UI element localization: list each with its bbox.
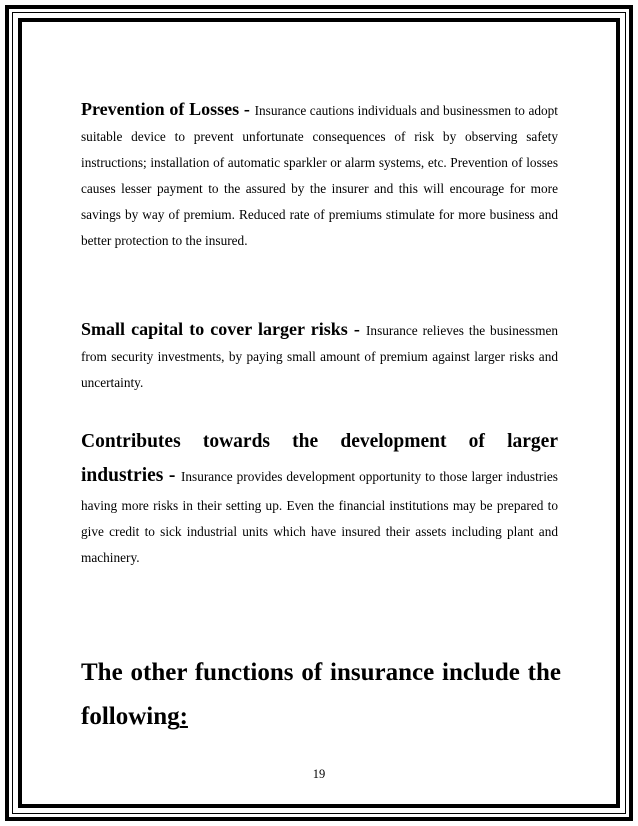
page-number: 19 [312, 767, 326, 781]
paragraph-heading: Contributes towards the development of larger industries - [81, 431, 558, 486]
paragraph-body: Insurance provides development opportunity to those larger industries having more risks in their setting up. Even the financial institutions may be prepared to give credit to sick industrial units which have insured their assets including plant and machinery. [81, 469, 558, 565]
paragraph-heading: Small capital to cover larger risks - [81, 319, 366, 339]
paragraph-body: Insurance cautions individuals and businessmen to adopt suitable device to prevent unfortunate consequences of risk by observing safety instructions; installation of automatic sparkler or alarm systems, etc. Prevention of losses causes lesser payment to the assured by the insurer and this will encourage for more savings by way of premium. Reduced rate of premiums stimulate for more business and better protection to the insured. [81, 103, 558, 248]
paragraph-development-of-industries [81, 425, 558, 571]
paragraph-prevention-of-losses [81, 96, 558, 254]
paragraph-small-capital [81, 316, 558, 396]
paragraph-body: Insurance relieves the businessmen from security investments, by paying small amount of premium against larger risks and uncertainty. [81, 323, 559, 390]
section-heading [81, 651, 561, 739]
section-heading-text: The other functions of insurance include the following [81, 659, 561, 730]
section-heading-colon: : [179, 703, 188, 730]
paragraph-heading: Prevention of Losses - [81, 99, 255, 119]
